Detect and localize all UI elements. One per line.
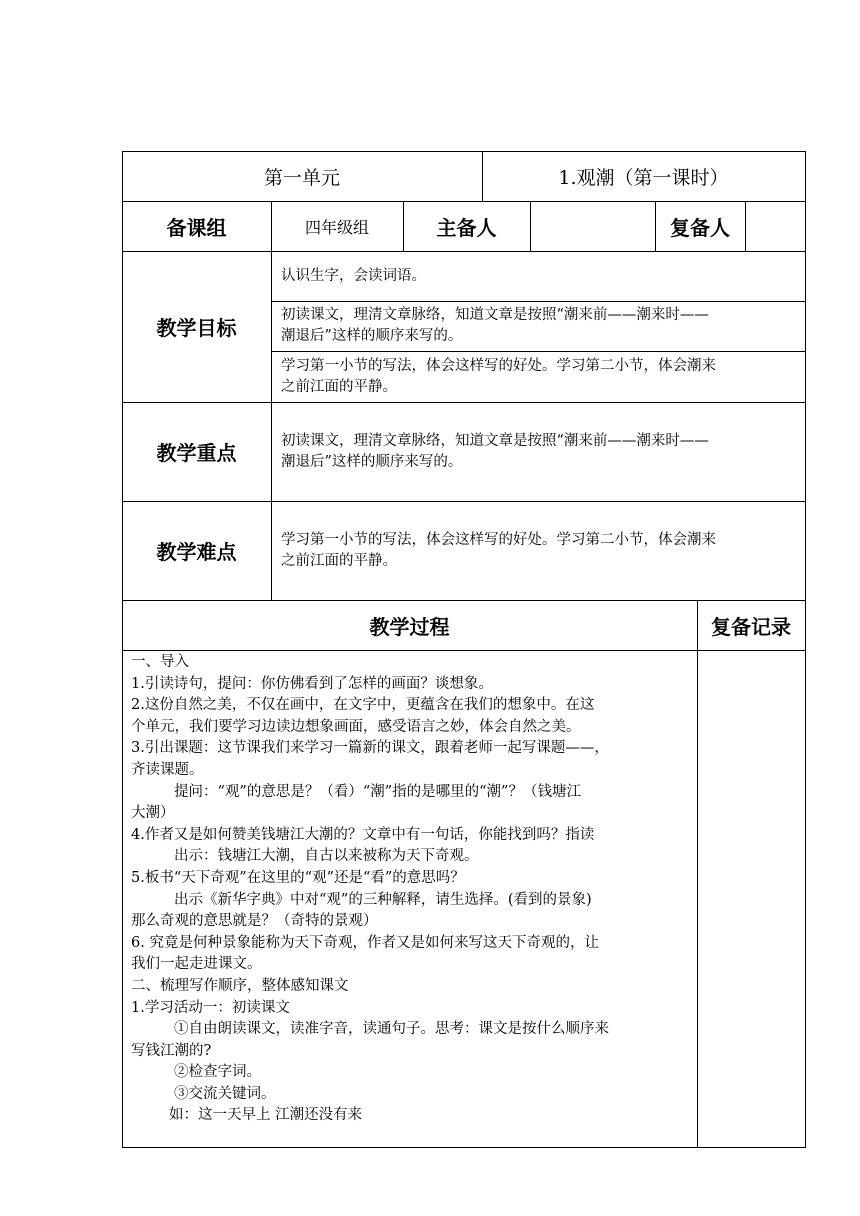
group-label: 备课组 bbox=[166, 215, 227, 240]
process-title: 教学过程 bbox=[369, 614, 450, 639]
process-line: 出示《新华字典》中对“观”的三种解释，请生选择。(看到的景象) bbox=[174, 891, 592, 908]
goal-line: 潮退后”这样的顺序来写的。 bbox=[281, 328, 463, 344]
table-border-right bbox=[805, 151, 806, 1148]
process-line: 我们一起走进课文。 bbox=[131, 956, 262, 973]
goal-line: 之前江面的平静。 bbox=[281, 378, 397, 395]
goal-line: 认识生字，会读词语。 bbox=[281, 267, 426, 284]
unit-title: 第一单元 bbox=[263, 166, 340, 189]
review-value bbox=[745, 201, 805, 251]
table-row-divider bbox=[122, 650, 806, 651]
difficulties-content bbox=[271, 501, 805, 600]
goal-item bbox=[271, 301, 805, 351]
process-line: 5.板书“天下奇观”在这里的“观”还是“看”的意思吗？ bbox=[131, 869, 465, 886]
process-line: 一、导入 bbox=[131, 654, 189, 670]
process-line: 二、梳理写作顺序，整体感知课文 bbox=[131, 977, 349, 994]
process-line: 如：这一天早上 江潮还没有来 bbox=[169, 1107, 363, 1124]
process-line: 1.引读诗句，提问：你仿佛看到了怎样的画面？谈想象。 bbox=[131, 675, 493, 692]
lead-value bbox=[530, 201, 655, 251]
process-line: 齐读课题。 bbox=[131, 761, 204, 778]
process-line: 4.作者又是如何赞美钱塘江大潮的？文章中有一句话，你能找到吗？指读 bbox=[131, 826, 595, 843]
group-value: 四年级组 bbox=[304, 217, 369, 237]
table-border-bottom bbox=[122, 1147, 806, 1148]
goal-item bbox=[271, 251, 805, 301]
goal-item bbox=[271, 351, 805, 402]
lead-label: 主备人 bbox=[436, 215, 497, 240]
process-line: ②检查字词。 bbox=[174, 1064, 261, 1081]
process-line: 3.引出课题：这节课我们来学习一篇新的课文，跟着老师一起写课题——， bbox=[131, 740, 609, 757]
process-line: 那么奇观的意思就是？（奇特的景观） bbox=[131, 913, 378, 930]
difficulty-line: 之前江面的平静。 bbox=[281, 552, 397, 569]
notes-title: 复备记录 bbox=[711, 614, 791, 639]
key-points-content bbox=[271, 402, 805, 501]
difficulties-label: 教学难点 bbox=[156, 540, 237, 564]
goals-label: 教学目标 bbox=[156, 316, 237, 340]
process-line: 1.学习活动一：初读课文 bbox=[131, 999, 290, 1016]
column-divider bbox=[697, 600, 698, 1148]
difficulty-line: 学习第一小节的写法，体会这样写的好处。学习第二小节，体会潮来 bbox=[281, 531, 716, 548]
process-line: 出示：钱塘江大潮，自古以来被称为天下奇观。 bbox=[174, 848, 479, 865]
process-line: 大潮） bbox=[131, 805, 175, 822]
process-line: ③交流关键词。 bbox=[174, 1085, 276, 1102]
lesson-title: 1.观潮（第一课时） bbox=[558, 166, 729, 189]
process-line: 6. 究竟是何种景象能称为天下奇观，作者又是如何来写这天下奇观的，让 bbox=[131, 934, 599, 951]
review-label: 复备人 bbox=[670, 215, 730, 240]
key-point-line: 初读课文，理清文章脉络，知道文章是按照“潮来前——潮来时—— bbox=[281, 432, 709, 449]
process-line: 个单元，我们要学习边读边想象画面，感受语言之妙，体会自然之美。 bbox=[131, 718, 581, 735]
process-line: 提问：“观”的意思是？（看）“潮”指的是哪里的“潮”？（钱塘江 bbox=[174, 783, 581, 800]
key-points-label: 教学重点 bbox=[156, 441, 237, 465]
key-point-line: 潮退后”这样的顺序来写的。 bbox=[281, 453, 463, 470]
goal-line: 学习第一小节的写法，体会这样写的好处。学习第二小节，体会潮来 bbox=[281, 357, 716, 374]
process-line: ①自由朗读课文，读准字音，读通句子。思考：课文是按什么顺序来 bbox=[174, 1021, 609, 1038]
process-line: 2.这份自然之美，不仅在画中，在文字中，更蕴含在我们的想象中。在这 bbox=[131, 697, 595, 714]
goal-line: 初读课文，理清文章脉络，知道文章是按照“潮来前——潮来时—— bbox=[281, 307, 709, 323]
process-line: 写钱江潮的? bbox=[131, 1042, 212, 1059]
process-content bbox=[131, 652, 695, 1127]
